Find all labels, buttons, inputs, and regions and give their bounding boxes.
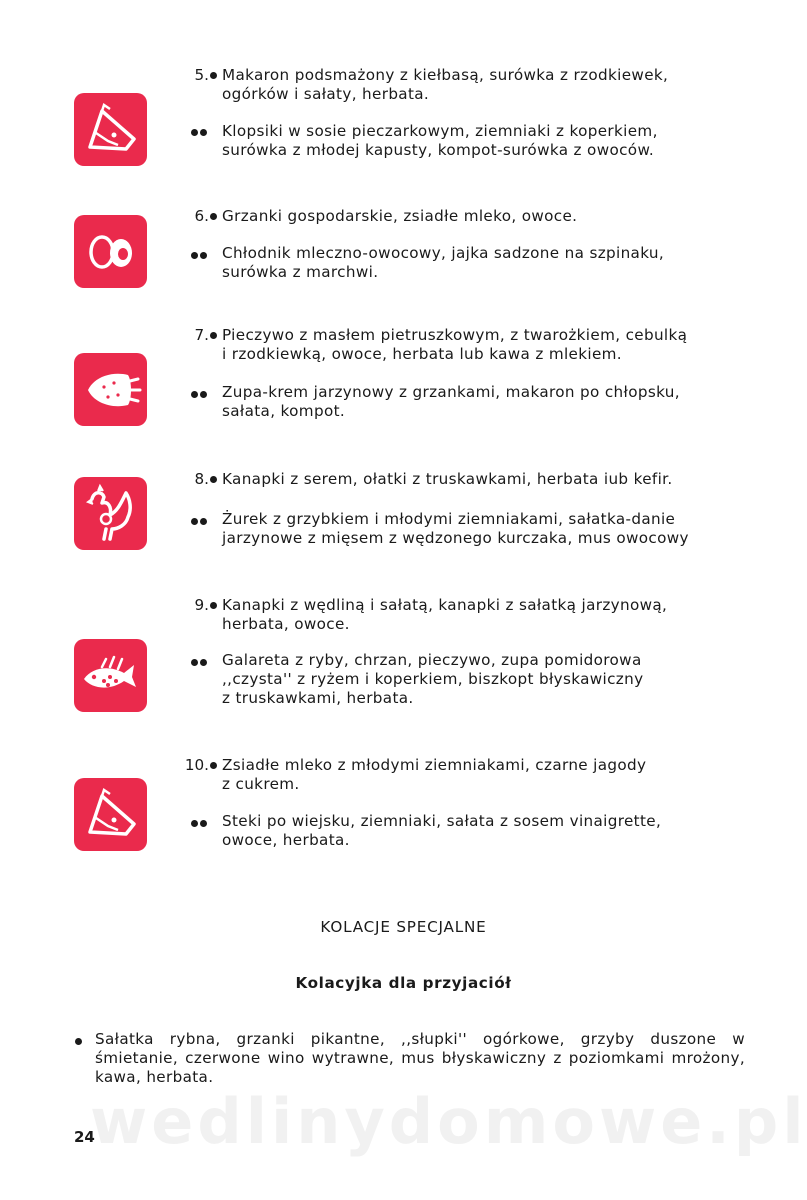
first-option-line: i rzodkiewką, owoce, herbata lub kawa z mlekiem. [222,345,622,363]
second-option-line: owoce, herbata. [222,831,350,849]
entry-number: 9. [194,596,209,614]
bullet-dot [210,213,217,220]
page-number: 24 [74,1128,95,1146]
first-option-line: Makaron podsmażony z kiełbasą, surówka z rzodkiewek, [222,66,669,84]
first-option-line: Zsiadłe mleko z młodymi ziemniakami, czarne jagody [222,756,647,774]
entry-number: 5. [194,66,209,84]
entry-number: 7. [194,326,209,344]
bullet-dot [210,72,217,79]
first-option-line: herbata, owoce. [222,615,350,633]
first-option-line: Kanapki z wędliną i sałatą, kanapki z sałatką jarzynową, [222,596,668,614]
second-option-line: z truskawkami, herbata. [222,689,414,707]
bullet-dot [210,332,217,339]
strawberry-icon [74,353,147,426]
first-option-line: Grzanki gospodarskie, zsiadłe mleko, owoce. [222,207,578,225]
watermark: wedlinydomowe.pl [90,1085,807,1158]
second-option-line: Żurek z grzybkiem i młodymi ziemniakami, sałatka-danie [222,510,676,528]
first-option-line: Pieczywo z masłem pietruszkowym, z twarożkiem, cebulką [222,326,688,344]
double-bullet [191,390,209,398]
second-option-line: Galareta z ryby, chrzan, pieczywo, zupa pomidorowa [222,651,642,669]
entry-number: 10. [184,756,209,774]
special-menu-item: Sałatka rybna, grzanki pikantne, ,,słupki'' ogórkowe, grzyby duszone w śmietanie, czerwone wino wytrawne, mus błyskawiczny z poziomkami mrożony, kawa, herbata. [95,1030,745,1086]
eggs-icon [74,215,147,288]
double-bullet [191,819,209,827]
second-option-line: jarzynowe z mięsem z wędzonego kurczaka, mus owocowy [222,529,689,547]
bullet-dot [210,476,217,483]
entry-number: 8. [194,470,209,488]
cheese-wedge-icon [74,93,147,166]
subsection-title: Kolacyjka dla przyjaciół [295,974,512,992]
second-option-line: surówka z młodej kapusty, kompot-surówka z owoców. [222,141,655,159]
second-option-line: Chłodnik mleczno-owocowy, jajka sadzone na szpinaku, [222,244,665,262]
fish-icon [74,639,147,712]
section-title: KOLACJE SPECJALNE [320,918,487,936]
entry-number: 6. [194,207,209,225]
bullet-dot [75,1038,82,1045]
cheese-wedge-icon [74,778,147,851]
double-bullet [191,658,209,666]
double-bullet [191,517,209,525]
second-option-line: surówka z marchwi. [222,263,379,281]
second-option-line: Steki po wiejsku, ziemniaki, sałata z sosem vinaigrette, [222,812,662,830]
rooster-icon [74,477,147,550]
first-option-line: Kanapki z serem, ołatki z truskawkami, herbata iub kefir. [222,470,673,488]
second-option-line: ,,czysta'' z ryżem i koperkiem, biszkopt błyskawiczny [222,670,644,688]
second-option-line: sałata, kompot. [222,402,346,420]
second-option-line: Klopsiki w sosie pieczarkowym, ziemniaki z koperkiem, [222,122,658,140]
double-bullet [191,128,209,136]
bullet-dot [210,602,217,609]
double-bullet [191,251,209,259]
first-option-line: z cukrem. [222,775,300,793]
first-option-line: ogórków i sałaty, herbata. [222,85,430,103]
bullet-dot [210,762,217,769]
second-option-line: Zupa-krem jarzynowy z grzankami, makaron po chłopsku, [222,383,680,401]
